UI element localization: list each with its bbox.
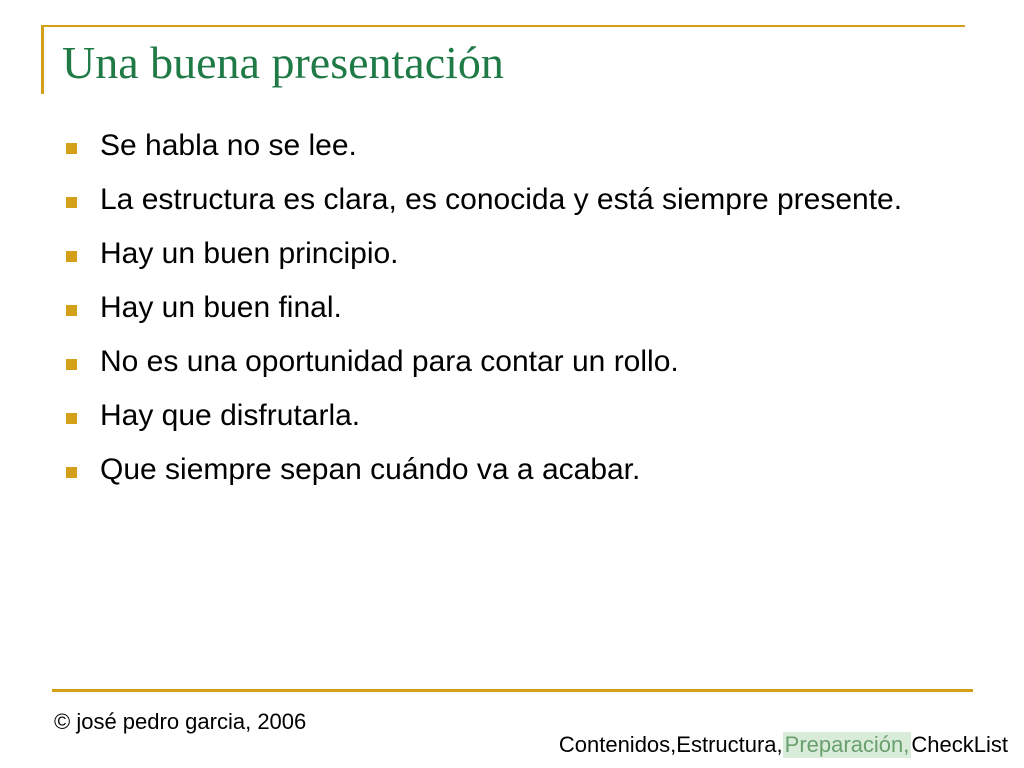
square-bullet-icon <box>66 251 77 262</box>
bullet-text: Que siempre sepan cuándo va a acabar. <box>100 453 641 486</box>
bullet-text: Se habla no se lee. <box>100 129 357 162</box>
square-bullet-icon <box>66 359 77 370</box>
bullet-text: Hay que disfrutarla. <box>100 399 361 432</box>
slide-title: Una buena presentación <box>62 37 504 88</box>
title-frame-top-line <box>43 25 965 27</box>
bullet-item <box>64 450 964 490</box>
bullet-item <box>64 180 964 220</box>
bullet-item <box>64 126 964 166</box>
nav-link-estructura[interactable]: Estructura, <box>676 732 783 757</box>
bullet-item <box>64 288 964 328</box>
bullet-item <box>64 396 964 436</box>
bullet-list <box>64 126 964 504</box>
nav-link-checklist[interactable]: CheckList <box>911 732 1008 757</box>
bullet-item <box>64 234 964 274</box>
bullet-text: Hay un buen final. <box>100 291 342 324</box>
copyright-text: © josé pedro garcia, 2006 <box>54 709 307 734</box>
title-frame-left-line <box>41 25 44 94</box>
nav-link-contenidos[interactable]: Contenidos, <box>558 732 677 757</box>
square-bullet-icon <box>66 143 77 154</box>
section-navigation <box>559 732 1008 758</box>
footer-divider <box>52 689 973 692</box>
square-bullet-icon <box>66 197 77 208</box>
bullet-text: La estructura es clara, es conocida y está siempre presente. <box>100 183 903 216</box>
square-bullet-icon <box>66 305 77 316</box>
square-bullet-icon <box>66 413 77 424</box>
bullet-text: No es una oportunidad para contar un rollo. <box>100 345 679 378</box>
bullet-item <box>64 342 964 382</box>
bullet-text: Hay un buen principio. <box>100 237 399 270</box>
square-bullet-icon <box>66 467 77 478</box>
nav-link-preparacion[interactable]: Preparación, <box>784 732 910 757</box>
